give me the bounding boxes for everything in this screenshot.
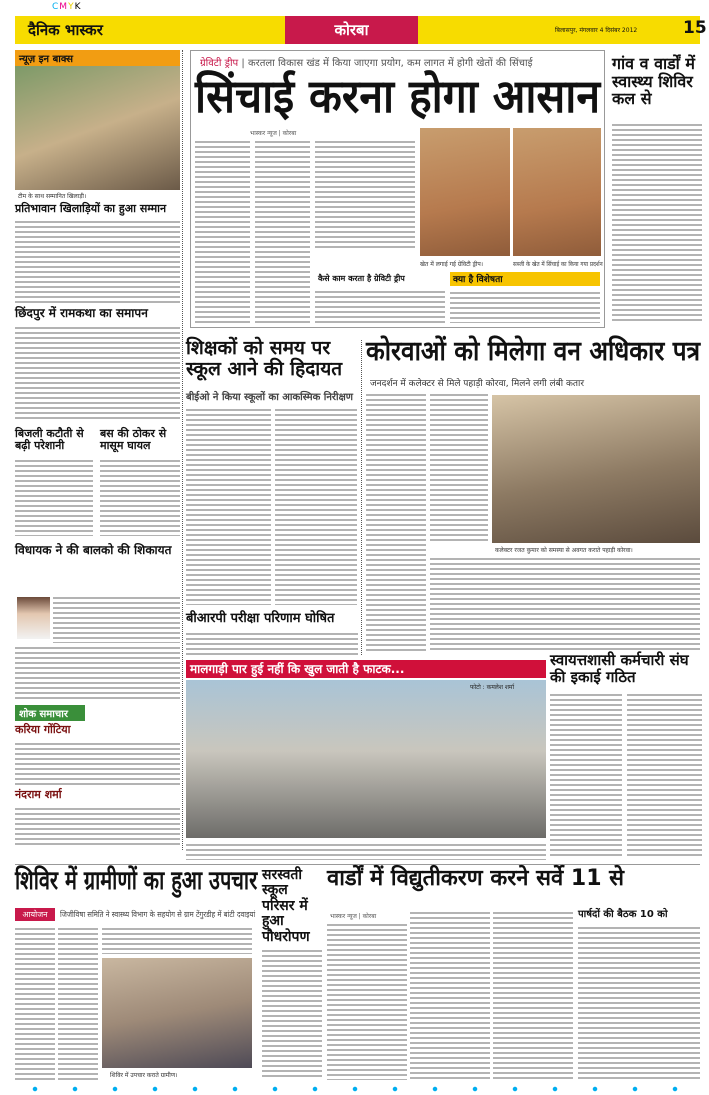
photo-caption-text [186,842,546,860]
story-headline: वार्डों में विद्युतीकरण करने सर्वे 11 से [327,866,625,891]
lead-kicker: ग्रेविटी ड्रीप | करतला विकास खंड में किया जाएगा प्रयोग, कम लागत में होगी खेतों की सिंचाई [200,58,533,69]
story-body [102,926,252,954]
story-headline: स्वायत्तशासी कर्मचारी संघ की इकाई गठित [550,651,689,686]
feature-tab: क्या है विशेषता [450,272,600,286]
story-headline: बिजली कटौती से बढ़ी परेशानी [15,427,84,453]
newspaper-brand: दैनिक भास्कर [28,21,103,39]
story-body [255,139,310,323]
photo-caption: सब्जी के खेत में सिंचाई का किया गया प्रदर्शन [513,261,603,268]
story-body [15,219,180,305]
story-body [195,139,250,323]
obituary-name: नंदराम शर्मा [15,788,62,801]
subheading: बीईओ ने किया स्कूलों का आकस्मिक निरीक्षण [186,392,354,403]
story-body [315,139,415,249]
obituary-tab: शोक समाचार [15,705,85,721]
story-body [15,806,180,846]
story-body [275,407,357,605]
mla-photo [17,597,50,639]
subheading: जिजीविषा समिति ने स्वास्थ्य विभाग के सहयोग से ग्राम टेंगुरडीह में बांटी दवाइयां [60,910,256,919]
registration-marks [15,1086,700,1092]
photo-credit: फोटो : कमलेश शर्मा [470,684,515,691]
field-photo [513,128,601,256]
story-body [15,458,93,536]
camp-photo [102,958,252,1068]
story-body [450,290,600,323]
story-body [15,645,180,700]
story-headline: गांव व वार्डों में स्वास्थ्य शिविर कल से [612,54,695,109]
story-body [627,692,702,858]
team-photo [15,66,180,190]
story-body [15,926,55,1081]
story-body [430,556,700,652]
story-headline: शिक्षकों को समय पर स्कूल आने की हिदायत [186,337,343,380]
story-body [186,631,358,655]
story-body [327,922,407,1080]
byline: भास्कर न्यूज | कोरबा [250,130,297,137]
story-body [430,392,488,542]
story-headline: पार्षदों की बैठक 10 को [578,909,668,920]
event-tag: आयोजन [15,908,55,921]
photo-caption: खेत में लगाई गई ग्रेविटी ड्रीप। [420,261,484,268]
story-body [410,910,490,1080]
story-headline: कोरवाओं को मिलेगा वन अधिकार पत्र [366,336,701,367]
photo-caption: शिविर में उपचार कराते ग्रामीण। [110,1072,178,1079]
news-in-box-tab: न्यूज़ इन बाक्स [15,50,180,66]
dateline: बिलासपुर, मंगलवार 4 दिसंबर 2012 [555,27,638,34]
story-headline: शिविर में ग्रामीणों का हुआ उपचार [15,866,258,896]
divider [15,864,700,865]
story-headline: सरस्वती स्कूल परिसर में हुआ पौधरोपण [262,867,310,945]
subheading: जनदर्शन में कलेक्टर से मिले पहाड़ी कोरवा, मिलने लगी लंबी कतार [370,379,585,389]
story-body [550,692,622,858]
lead-headline: सिंचाई करना होगा आसान [195,69,601,123]
story-body [15,325,180,422]
collector-photo [492,395,700,543]
story-body [612,122,702,322]
story-body [100,458,180,536]
story-body [315,289,445,323]
drip-photo [420,128,510,256]
byline: भास्कर न्यूज | कोरबा [330,913,377,920]
story-headline: प्रतिभावान खिलाड़ियों का हुआ सम्मान [15,202,167,215]
obituary-name: करिया गोंटिया [15,723,71,736]
story-headline: छिंदपुर में रामकथा का समापन [15,306,148,320]
story-headline: विधायक ने की बालको की शिकायत [15,543,172,557]
railway-crossing-photo [186,680,546,838]
story-body [262,948,322,1078]
photo-banner: मालगाड़ी पार हुई नहीं कि खुल जाती है फाटक... [186,660,546,678]
story-headline: बीआरपी परीक्षा परिणाम घोषित [186,611,335,626]
photo-caption: कलेक्टर रजत कुमार को समस्या से अवगत कराते पहाड़ी कोरवा। [495,547,633,554]
column-divider [182,50,183,850]
story-body [578,925,700,1080]
story-body [186,407,271,605]
column-divider [361,340,362,655]
page-number: 15 [683,18,707,38]
story-body [493,910,573,1080]
story-body [366,392,426,652]
story-headline: बस की ठोकर से मासूम घायल [100,427,167,453]
photo-caption: टीम के साथ सम्मानित खिलाड़ी। [18,193,87,200]
story-body [53,595,180,643]
section-name: कोरबा [285,16,418,44]
story-body [58,926,98,1081]
cmyk-mark: CMYK [52,2,82,12]
story-body [15,741,180,785]
subheading: कैसे काम करता है ग्रेविटी ड्रीप [318,274,405,283]
